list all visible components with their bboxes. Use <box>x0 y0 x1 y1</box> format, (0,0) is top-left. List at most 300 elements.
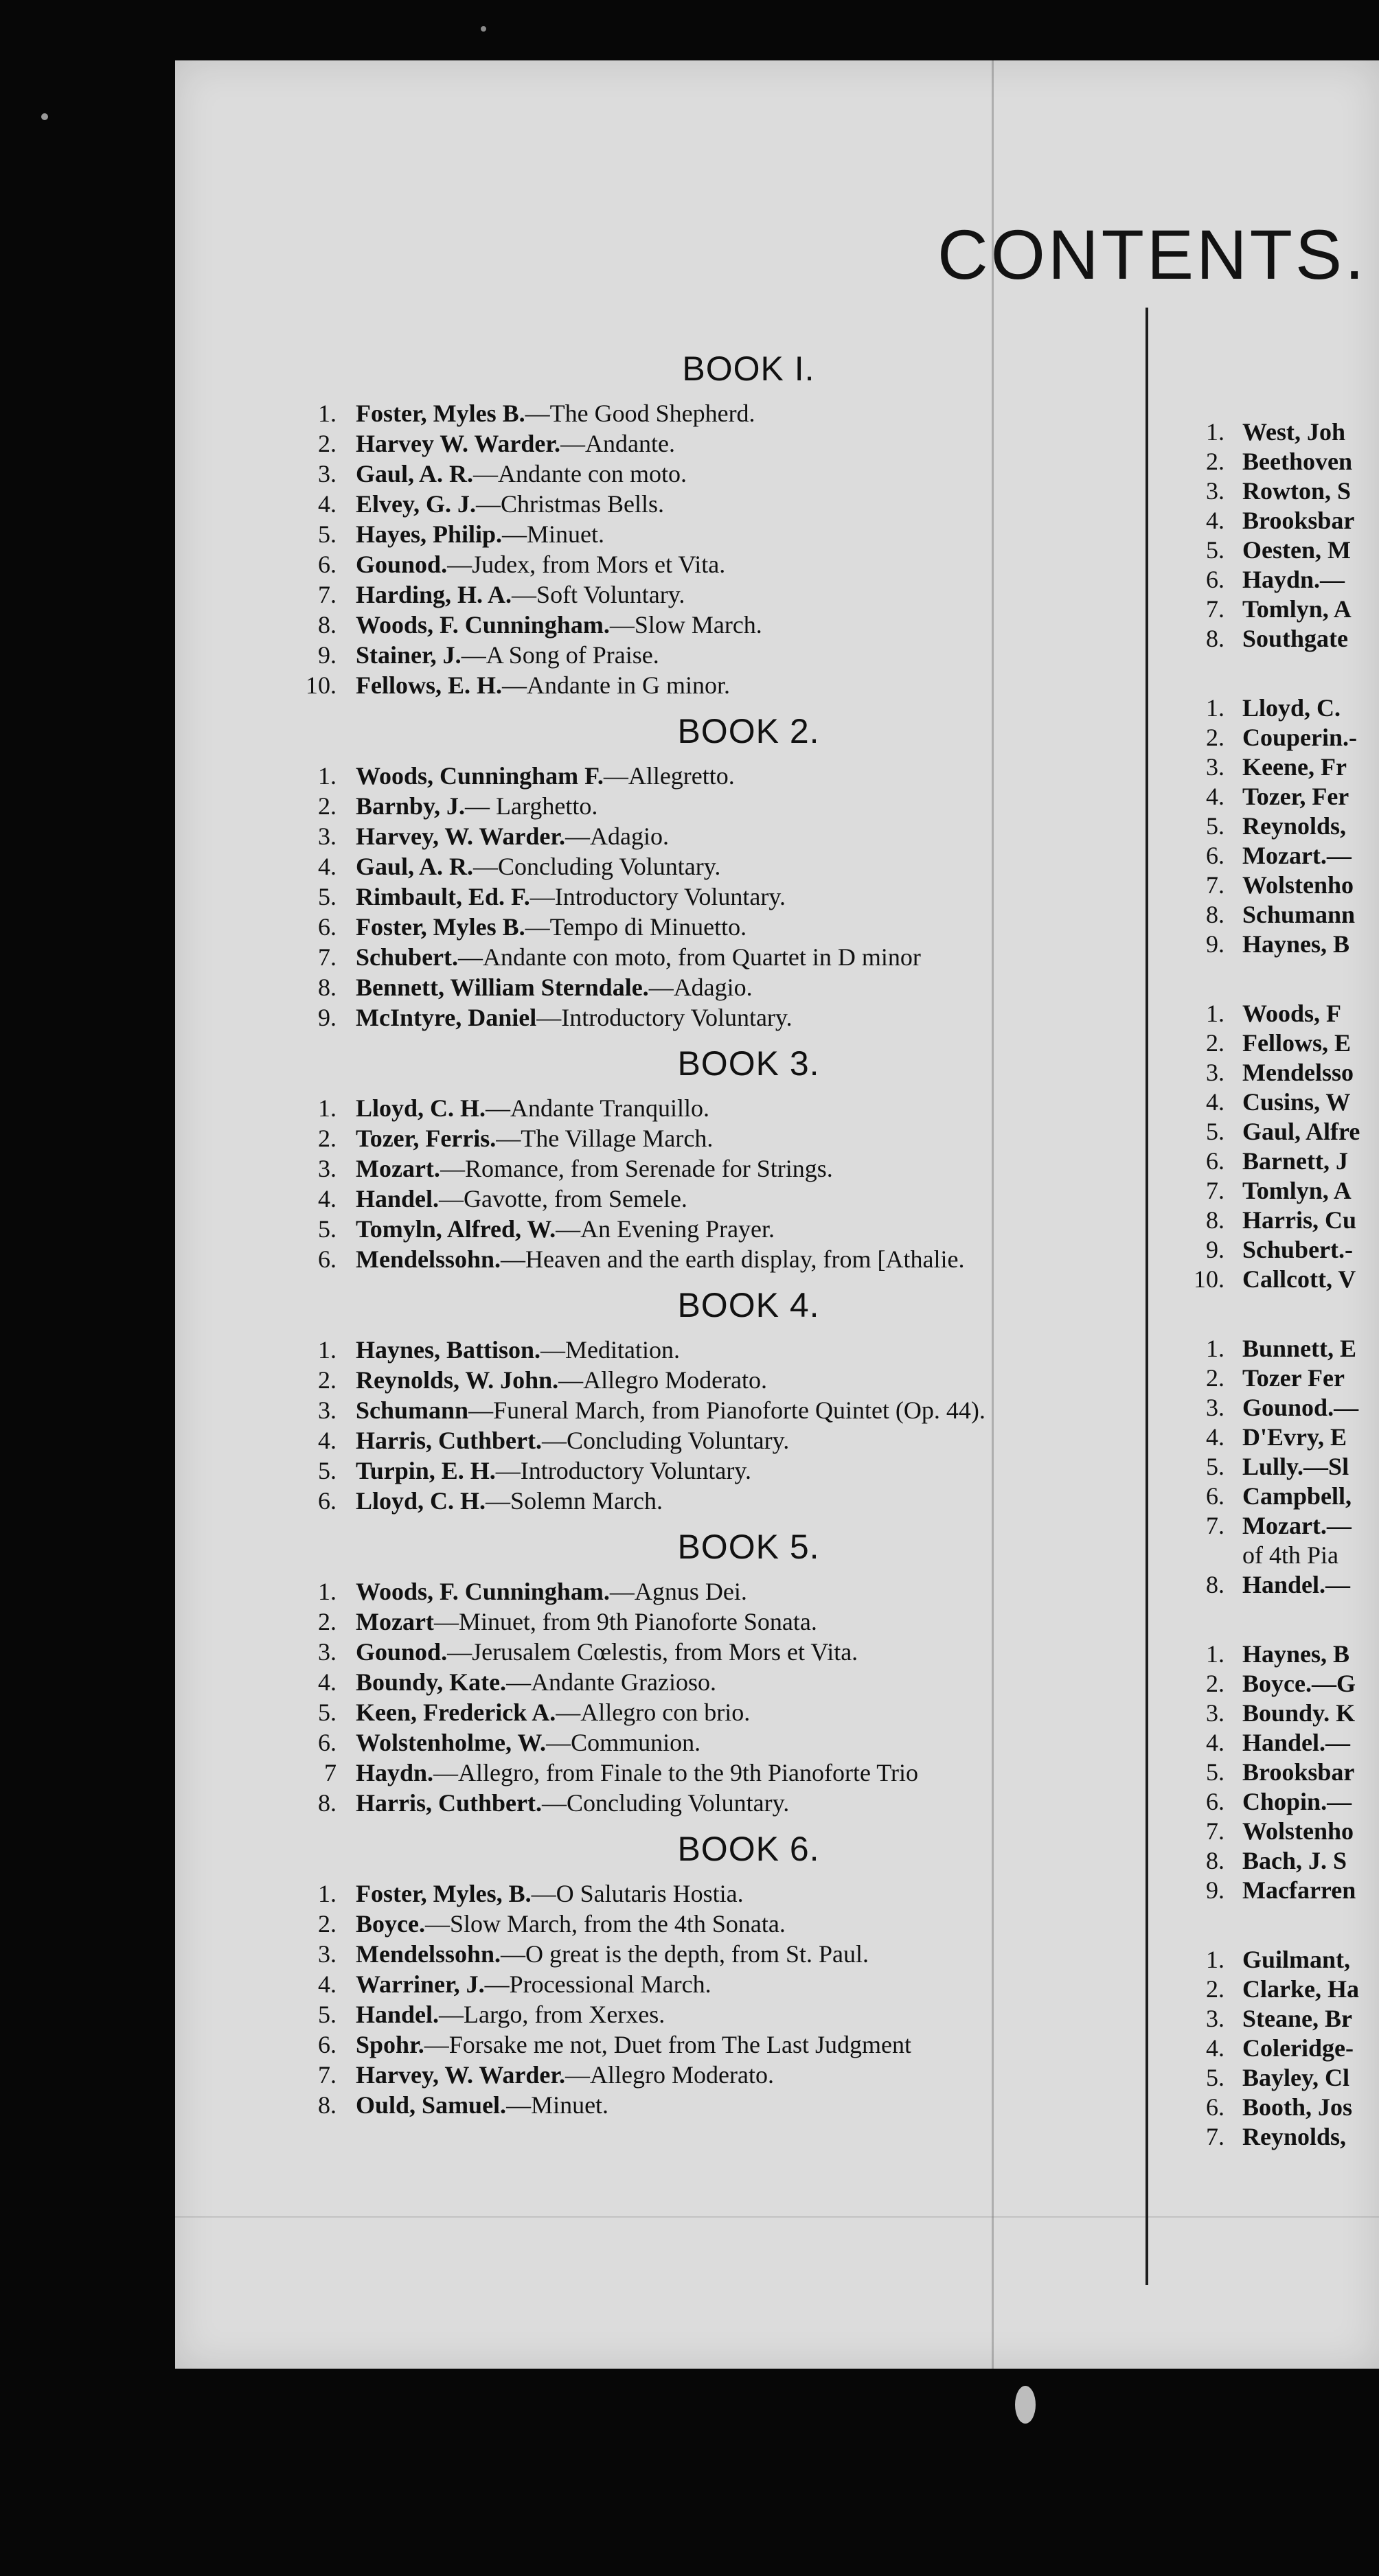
work-title: —Tempo di Minuetto. <box>525 913 747 941</box>
composer-name: Mozart.— <box>1242 842 1352 869</box>
book-section <box>268 1044 1126 1274</box>
page-title: CONTENTS. <box>937 216 1367 294</box>
cropped-entry <box>1156 723 1379 752</box>
composer-name: Haynes, B <box>1242 930 1350 958</box>
entry-number: 10. <box>306 671 337 699</box>
entry-number: 9. <box>1206 1236 1224 1263</box>
entry-number: 9. <box>318 1004 337 1031</box>
book-gap <box>1156 1905 1379 1945</box>
cropped-entry <box>1156 1758 1379 1787</box>
composer-name: Woods, F. Cunningham. <box>356 611 610 639</box>
entry-number: 1. <box>1206 1946 1224 1973</box>
composer-name: Lloyd, C. H. <box>356 1487 486 1515</box>
entry-number: 7. <box>318 581 337 608</box>
cropped-entry <box>1156 1817 1379 1846</box>
entry-number: 3. <box>1206 1699 1224 1727</box>
cropped-entry <box>1156 1787 1379 1817</box>
composer-name: Couperin.- <box>1242 724 1358 751</box>
entry-number: 8. <box>1206 1206 1224 1234</box>
entry-number: 1. <box>318 1880 337 1907</box>
cropped-entry <box>1156 2063 1379 2093</box>
composer-name: Mendelsso <box>1242 1059 1354 1086</box>
composer-name: Haydn. <box>356 1759 434 1786</box>
entry-number: 5. <box>318 1699 337 1726</box>
composer-name: Tozer, Ferris. <box>356 1125 497 1152</box>
contents-entry <box>268 2090 1126 2120</box>
contents-entry <box>268 610 1126 640</box>
book-heading: BOOK 6. <box>677 1830 820 1868</box>
composer-name: Gaul, A. R. <box>356 460 474 487</box>
entry-number: 1. <box>1206 1640 1224 1668</box>
entry-number: 1. <box>318 762 337 790</box>
contents-entry <box>268 1607 1126 1637</box>
entry-number: 2. <box>1206 1364 1224 1392</box>
entry-number: 3. <box>318 1155 337 1182</box>
entry-number: 6. <box>1206 566 1224 593</box>
composer-name: Haydn.— <box>1242 566 1345 593</box>
entry-number: 8. <box>318 974 337 1001</box>
cropped-entry <box>1156 1876 1379 1905</box>
contents-entry <box>268 1758 1126 1788</box>
entry-number: 1. <box>318 400 337 427</box>
work-title: —Largo, from Xerxes. <box>439 2001 665 2028</box>
composer-name: Gounod. <box>356 1638 448 1666</box>
entry-number: 8. <box>1206 901 1224 928</box>
cropped-entry <box>1156 624 1379 654</box>
entry-number: 3. <box>318 1940 337 1968</box>
entry-number: 2. <box>318 1366 337 1394</box>
work-title: —Andante Tranquillo. <box>486 1094 710 1122</box>
entry-number: 5. <box>318 1457 337 1484</box>
contents-entry <box>268 1395 1126 1425</box>
cropped-entry <box>1156 782 1379 812</box>
composer-name: Hayes, Philip. <box>356 520 503 548</box>
contents-entry <box>268 549 1126 579</box>
entry-number: 4. <box>318 1185 337 1212</box>
composer-name: Harris, Cu <box>1242 1206 1356 1234</box>
book-gap <box>1156 1294 1379 1334</box>
work-title: —Solemn March. <box>486 1487 663 1515</box>
entry-number: 1. <box>318 1094 337 1122</box>
entry-number: 6. <box>1206 1147 1224 1175</box>
entry-number: 5. <box>1206 2064 1224 2091</box>
cropped-entry <box>1156 595 1379 624</box>
composer-name: Harding, H. A. <box>356 581 512 608</box>
entry-number: 2. <box>318 1125 337 1152</box>
composer-name: Harvey, W. Warder. <box>356 2061 566 2089</box>
work-title: —Concluding Voluntary. <box>473 853 721 880</box>
entry-number: 3. <box>1206 2005 1224 2032</box>
work-title: —Funeral March, from Pianoforte Quintet (Op. 44). <box>468 1396 985 1424</box>
entry-number: 3. <box>1206 1394 1224 1421</box>
dust-speck <box>481 26 486 32</box>
composer-name: Bayley, Cl <box>1242 2064 1350 2091</box>
entry-number: 8. <box>318 2091 337 2119</box>
work-title: —Romance, from Serenade for Strings. <box>440 1155 833 1182</box>
cropped-entry <box>1156 1235 1379 1265</box>
entry-number: 2. <box>318 430 337 457</box>
book-section <box>268 1829 1126 2120</box>
entry-number: 3. <box>1206 477 1224 505</box>
contents-entry <box>268 519 1126 549</box>
entry-number: 3. <box>318 460 337 487</box>
entry-number: 7. <box>1206 1177 1224 1204</box>
contents-entry <box>268 791 1126 821</box>
contents-entry <box>268 882 1126 912</box>
contents-entry <box>268 1093 1126 1123</box>
composer-name: Fellows, E. H. <box>356 671 502 699</box>
cropped-entry <box>1156 999 1379 1028</box>
contents-entry <box>268 942 1126 972</box>
contents-entry <box>268 912 1126 942</box>
entry-number: 8. <box>1206 1571 1224 1598</box>
entry-number: 5. <box>1206 536 1224 564</box>
composer-name: Foster, Myles B. <box>356 400 525 427</box>
entry-number: 1. <box>1206 1335 1224 1362</box>
entry-number: 7. <box>1206 1817 1224 1845</box>
entry-number: 2. <box>1206 448 1224 475</box>
entry-number: 3. <box>318 1638 337 1666</box>
cropped-entry <box>1156 1482 1379 1511</box>
work-title: —Processional March. <box>484 1970 711 1998</box>
entry-number: 3. <box>318 1396 337 1424</box>
composer-name: Chopin.— <box>1242 1788 1352 1815</box>
contents-entry <box>268 1727 1126 1758</box>
entry-number: 7. <box>318 943 337 971</box>
cropped-entry <box>1156 536 1379 565</box>
cropped-entry <box>1156 2122 1379 2152</box>
work-title: —Meditation. <box>540 1336 681 1364</box>
entry-number: 5. <box>318 520 337 548</box>
entry-number: 6. <box>1206 1788 1224 1815</box>
work-title: —Allegro Moderato. <box>558 1366 768 1394</box>
contents-entry <box>268 428 1126 459</box>
entry-number: 7. <box>318 2061 337 2089</box>
entry-number: 4. <box>1206 1423 1224 1451</box>
entry-number: 1. <box>1206 418 1224 446</box>
work-title: —Slow March. <box>609 611 762 639</box>
cropped-entry <box>1156 1088 1379 1117</box>
entry-number: 5. <box>318 2001 337 2028</box>
work-title: —Minuet, from 9th Pianoforte Sonata. <box>433 1608 817 1635</box>
entry-number: 8. <box>318 611 337 639</box>
cropped-entry <box>1156 1846 1379 1876</box>
contents-entry <box>268 1637 1126 1667</box>
composer-name: Handel.— <box>1242 1571 1351 1598</box>
work-title: —Soft Voluntary. <box>512 581 685 608</box>
composer-name: Elvey, G. J. <box>356 490 477 518</box>
contents-entry <box>268 972 1126 1002</box>
contents-entry <box>268 1425 1126 1456</box>
entry-number: 6. <box>318 2031 337 2058</box>
contents-entry <box>268 1214 1126 1244</box>
work-title: —Introductory Voluntary. <box>529 883 786 910</box>
composer-name: Reynolds, W. John. <box>356 1366 559 1394</box>
composer-name: Tomlyn, A <box>1242 1177 1352 1204</box>
composer-name: Woods, F <box>1242 1000 1342 1027</box>
cropped-entry <box>1156 1176 1379 1206</box>
composer-name: Tomyln, Alfred, W. <box>356 1215 556 1243</box>
book-gap <box>1156 1600 1379 1640</box>
book-gap <box>1156 654 1379 693</box>
entry-number: 4. <box>318 490 337 518</box>
cropped-entry <box>1156 1147 1379 1176</box>
fold-crease-horizontal <box>175 2216 1379 2218</box>
entry-number: 4. <box>318 1668 337 1696</box>
composer-name: Mendelssohn. <box>356 1245 501 1273</box>
entry-number: 8. <box>318 1789 337 1817</box>
work-title: —Gavotte, from Semele. <box>439 1185 687 1212</box>
contents-entry <box>268 579 1126 610</box>
entry-number: 7. <box>1206 595 1224 623</box>
work-title: —Andante con moto, from Quartet in D minor <box>458 943 921 971</box>
entry-number: 2. <box>318 1910 337 1937</box>
composer-name: Turpin, E. H. <box>356 1457 496 1484</box>
composer-name: Keen, Frederick A. <box>356 1699 556 1726</box>
composer-name: Schumann <box>1242 901 1356 928</box>
work-title: —Minuet. <box>506 2091 609 2119</box>
composer-name: Lully.—Sl <box>1242 1453 1349 1480</box>
composer-name: Harris, Cuthbert. <box>356 1789 542 1817</box>
contents-entry <box>268 821 1126 851</box>
right-column-cropped <box>1156 417 1379 2152</box>
composer-name: Gounod. <box>356 551 448 578</box>
dust-speck <box>41 113 48 120</box>
composer-name: Bunnett, E <box>1242 1335 1357 1362</box>
composer-name: Reynolds, <box>1242 812 1347 840</box>
cropped-entry <box>1156 476 1379 506</box>
work-title: —Adagio. <box>648 974 753 1001</box>
composer-name: Foster, Myles, B. <box>356 1880 532 1907</box>
composer-name: Cusins, W <box>1242 1088 1351 1116</box>
entry-number: 9. <box>318 641 337 669</box>
entry-number: 5. <box>1206 1453 1224 1480</box>
work-title: —Andante Grazioso. <box>506 1668 716 1696</box>
composer-name: Mendelssohn. <box>356 1940 501 1968</box>
composer-name: Warriner, J. <box>356 1970 485 1998</box>
cropped-entry <box>1156 1570 1379 1600</box>
contents-entry <box>268 1969 1126 1999</box>
work-title: —Forsake me not, Duet from The Last Judgment <box>424 2031 911 2058</box>
composer-name: Tozer Fer <box>1242 1364 1345 1392</box>
contents-entry <box>268 1365 1126 1395</box>
composer-name: Fellows, E <box>1242 1029 1351 1057</box>
work-title: —Allegro Moderato. <box>565 2061 774 2089</box>
cropped-entry <box>1156 1364 1379 1393</box>
work-title: —The Good Shepherd. <box>525 400 755 427</box>
composer-name: Handel. <box>356 2001 440 2028</box>
composer-name: West, Joh <box>1242 418 1346 446</box>
composer-name: Southgate <box>1242 625 1349 652</box>
contents-entry <box>268 1788 1126 1818</box>
contents-entry <box>268 1002 1126 1033</box>
composer-name: Macfarren <box>1242 1876 1356 1904</box>
composer-name: Beethoven <box>1242 448 1352 475</box>
cropped-entry <box>1156 1452 1379 1482</box>
entry-number: 1. <box>1206 1000 1224 1027</box>
entry-number: 8. <box>1206 625 1224 652</box>
dust-speck <box>1015 2386 1036 2424</box>
entry-number: 6. <box>1206 2093 1224 2121</box>
entry-number: 4. <box>1206 783 1224 810</box>
composer-name: Gaul, Alfre <box>1242 1118 1360 1145</box>
contents-entry <box>268 761 1126 791</box>
column-divider <box>1146 308 1148 2285</box>
work-title: — Larghetto. <box>465 792 598 820</box>
composer-name: Rowton, S <box>1242 477 1352 505</box>
cropped-entry <box>1156 1058 1379 1088</box>
contents-entry <box>268 1878 1126 1909</box>
contents-entry <box>268 1244 1126 1274</box>
entry-number: 2. <box>1206 1670 1224 1697</box>
book-heading: BOOK 5. <box>677 1528 820 1566</box>
entry-number: 6. <box>318 1729 337 1756</box>
contents-entry <box>268 1456 1126 1486</box>
entry-number: 2. <box>1206 724 1224 751</box>
cropped-entry <box>1156 693 1379 723</box>
cropped-entry <box>1156 2004 1379 2034</box>
book-section <box>268 1527 1126 1818</box>
entry-continuation: of 4th Pia <box>1242 1541 1338 1569</box>
entry-number: 5. <box>1206 1758 1224 1786</box>
composer-name: Barnby, J. <box>356 792 466 820</box>
entry-number: 4. <box>1206 507 1224 534</box>
cropped-entry <box>1156 1393 1379 1423</box>
composer-name: Lloyd, C. H. <box>356 1094 486 1122</box>
contents-entry <box>268 1486 1126 1516</box>
work-title: —Introductory Voluntary. <box>536 1004 793 1031</box>
work-title: —Concluding Voluntary. <box>541 1789 790 1817</box>
entry-number: 2. <box>1206 1975 1224 2003</box>
composer-name: Gounod.— <box>1242 1394 1359 1421</box>
contents-entry <box>268 1335 1126 1365</box>
entry-number: 3. <box>1206 1059 1224 1086</box>
entry-number: 6. <box>318 913 337 941</box>
contents-entry <box>268 1184 1126 1214</box>
entry-number: 5. <box>1206 812 1224 840</box>
book-section <box>268 1285 1126 1516</box>
entry-number: 6. <box>318 1487 337 1515</box>
composer-name: Brooksbar <box>1242 1758 1355 1786</box>
book-section <box>268 349 1126 700</box>
left-column <box>268 349 1126 2131</box>
cropped-entry <box>1156 871 1379 900</box>
composer-name: Woods, Cunningham F. <box>356 762 604 790</box>
contents-entry <box>268 851 1126 882</box>
book-heading: BOOK 3. <box>677 1044 820 1083</box>
contents-entry <box>268 2029 1126 2060</box>
composer-name: Coleridge- <box>1242 2034 1354 2062</box>
composer-name: Harvey W. Warder. <box>356 430 561 457</box>
cropped-entry <box>1156 1511 1379 1541</box>
composer-name: Foster, Myles B. <box>356 913 525 941</box>
contents-entry <box>268 1999 1126 2029</box>
entry-number: 7. <box>1206 1512 1224 1539</box>
composer-name: Wolstenho <box>1242 871 1354 899</box>
entry-number: 2. <box>318 1608 337 1635</box>
entry-number: 9. <box>1206 930 1224 958</box>
cropped-entry <box>1156 1423 1379 1452</box>
entry-number: 5. <box>318 1215 337 1243</box>
entry-number: 4. <box>1206 1729 1224 1756</box>
work-title: —O Salutaris Hostia. <box>531 1880 744 1907</box>
contents-entry <box>268 1939 1126 1969</box>
composer-name: Stainer, J. <box>356 641 461 669</box>
book-heading: BOOK 4. <box>677 1286 820 1324</box>
entry-number: 4. <box>318 1970 337 1998</box>
cropped-entry <box>1156 2093 1379 2122</box>
entry-number: 4. <box>318 1427 337 1454</box>
work-title: —Agnus Dei. <box>609 1578 747 1605</box>
work-title: —Andante in G minor. <box>502 671 730 699</box>
entry-number: 7. <box>1206 2123 1224 2150</box>
contents-entry <box>268 489 1126 519</box>
composer-name: Clarke, Ha <box>1242 1975 1359 2003</box>
work-title: —Introductory Voluntary. <box>495 1457 752 1484</box>
composer-name: Haynes, Battison. <box>356 1336 541 1364</box>
work-title: —Allegro con brio. <box>556 1699 751 1726</box>
composer-name: Schubert.- <box>1242 1236 1353 1263</box>
cropped-entry <box>1156 930 1379 959</box>
composer-name: Tozer, Fer <box>1242 783 1349 810</box>
scanned-page <box>175 60 1379 2369</box>
entry-number: 6. <box>1206 842 1224 869</box>
composer-name: Oesten, M <box>1242 536 1351 564</box>
book-gap <box>1156 959 1379 999</box>
entry-number: 4. <box>318 853 337 880</box>
composer-name: Gaul, A. R. <box>356 853 474 880</box>
composer-name: Spohr. <box>356 2031 424 2058</box>
cropped-entry <box>1156 812 1379 841</box>
cropped-entry <box>1156 1265 1379 1294</box>
composer-name: Haynes, B <box>1242 1640 1350 1668</box>
work-title: —Minuet. <box>502 520 605 548</box>
work-title: —Adagio. <box>565 823 670 850</box>
book-heading: BOOK 2. <box>677 712 820 750</box>
composer-name: Boyce.—G <box>1242 1670 1356 1697</box>
book-section <box>268 711 1126 1033</box>
cropped-entry <box>1156 417 1379 447</box>
contents-entry <box>268 398 1126 428</box>
composer-name: Woods, F. Cunningham. <box>356 1578 610 1605</box>
contents-entry <box>268 2060 1126 2090</box>
entry-number: 4. <box>1206 1088 1224 1116</box>
cropped-entry <box>1156 900 1379 930</box>
entry-number: 3. <box>1206 753 1224 781</box>
entry-number: 7. <box>1206 871 1224 899</box>
work-title: —Concluding Voluntary. <box>541 1427 790 1454</box>
composer-name: Mozart.— <box>1242 1512 1352 1539</box>
work-title: —The Village March. <box>496 1125 714 1152</box>
work-title: —O great is the depth, from St. Paul. <box>501 1940 869 1968</box>
composer-name: D'Evry, E <box>1242 1423 1347 1451</box>
contents-entry <box>268 1667 1126 1697</box>
entry-number: 1. <box>318 1578 337 1605</box>
composer-name: Lloyd, C. <box>1242 694 1341 722</box>
composer-name: Schubert. <box>356 943 459 971</box>
composer-name: Bach, J. S <box>1242 1847 1347 1874</box>
work-title: —Slow March, from the 4th Sonata. <box>424 1910 786 1937</box>
cropped-entry <box>1156 565 1379 595</box>
work-title: —Allegro, from Finale to the 9th Pianoforte Trio <box>433 1759 918 1786</box>
entry-number: 6. <box>318 551 337 578</box>
entry-number: 2. <box>318 792 337 820</box>
composer-name: Boundy, Kate. <box>356 1668 507 1696</box>
cropped-entry <box>1156 1975 1379 2004</box>
work-title: —Christmas Bells. <box>476 490 665 518</box>
cropped-entry <box>1156 1028 1379 1058</box>
composer-name: Campbell, <box>1242 1482 1352 1510</box>
